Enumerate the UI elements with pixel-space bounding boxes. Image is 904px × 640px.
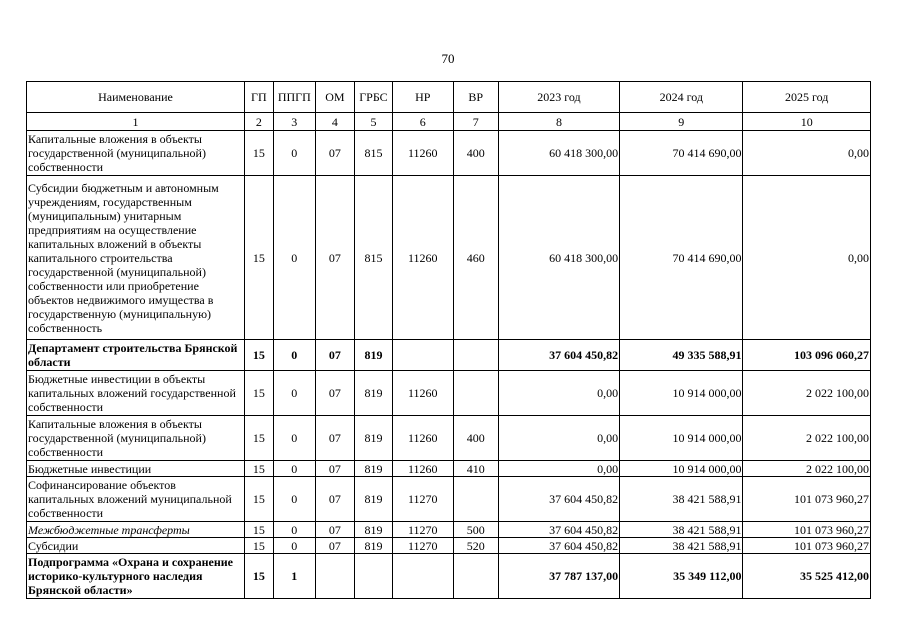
column-number: 7 — [453, 113, 498, 131]
amount-2024: 38 421 588,91 — [620, 477, 743, 522]
om-cell: 07 — [315, 461, 354, 477]
table-row — [27, 461, 871, 477]
amount-2023: 37 787 137,00 — [498, 554, 619, 599]
gp-cell: 15 — [244, 538, 273, 554]
amount-2023: 37 604 450,82 — [498, 522, 619, 538]
amount-2025: 101 073 960,27 — [743, 477, 871, 522]
amount-2025: 101 073 960,27 — [743, 522, 871, 538]
header-row — [27, 82, 871, 113]
amount-2023: 37 604 450,82 — [498, 538, 619, 554]
nr-cell: 11270 — [392, 538, 453, 554]
gp-cell: 15 — [244, 131, 273, 176]
amount-2023: 37 604 450,82 — [498, 340, 619, 371]
column-number: 5 — [354, 113, 392, 131]
amount-2025: 0,00 — [743, 131, 871, 176]
amount-2023: 0,00 — [498, 461, 619, 477]
om-cell: 07 — [315, 416, 354, 461]
table-row — [27, 340, 871, 371]
column-number: 1 — [27, 113, 245, 131]
row-name: Подпрограмма «Охрана и сохранение историко-культурного наследия Брянской области» — [27, 554, 245, 599]
ppgp-cell: 0 — [273, 340, 315, 371]
amount-2025: 0,00 — [743, 176, 871, 340]
header-cell: ГРБС — [354, 82, 392, 113]
grbs-cell: 815 — [354, 131, 392, 176]
grbs-cell: 819 — [354, 461, 392, 477]
gp-cell: 15 — [244, 461, 273, 477]
column-number: 8 — [498, 113, 619, 131]
header-cell: ВР — [453, 82, 498, 113]
row-name: Межбюджетные трансферты — [27, 522, 245, 538]
amount-2024: 10 914 000,00 — [620, 371, 743, 416]
header-cell: ОМ — [315, 82, 354, 113]
vr-cell: 520 — [453, 538, 498, 554]
header-cell: 2023 год — [498, 82, 619, 113]
amount-2023: 37 604 450,82 — [498, 477, 619, 522]
row-name: Капитальные вложения в объекты государственной (муниципальной) собственности — [27, 131, 245, 176]
header-cell: НР — [392, 82, 453, 113]
ppgp-cell: 0 — [273, 522, 315, 538]
gp-cell: 15 — [244, 522, 273, 538]
amount-2023: 0,00 — [498, 416, 619, 461]
nr-cell: 11270 — [392, 522, 453, 538]
om-cell: 07 — [315, 131, 354, 176]
nr-cell — [392, 554, 453, 599]
amount-2025: 2 022 100,00 — [743, 461, 871, 477]
column-number-row — [27, 113, 871, 131]
vr-cell: 400 — [453, 416, 498, 461]
header-cell: 2025 год — [743, 82, 871, 113]
grbs-cell: 819 — [354, 522, 392, 538]
budget-table — [26, 81, 871, 599]
grbs-cell: 815 — [354, 176, 392, 340]
ppgp-cell: 0 — [273, 371, 315, 416]
grbs-cell: 819 — [354, 340, 392, 371]
gp-cell: 15 — [244, 371, 273, 416]
nr-cell — [392, 340, 453, 371]
column-number: 2 — [244, 113, 273, 131]
amount-2025: 103 096 060,27 — [743, 340, 871, 371]
amount-2024: 70 414 690,00 — [620, 176, 743, 340]
amount-2025: 2 022 100,00 — [743, 416, 871, 461]
ppgp-cell: 0 — [273, 416, 315, 461]
table-row — [27, 554, 871, 599]
vr-cell: 400 — [453, 131, 498, 176]
amount-2025: 35 525 412,00 — [743, 554, 871, 599]
table-row — [27, 522, 871, 538]
nr-cell: 11260 — [392, 416, 453, 461]
table-row — [27, 131, 871, 176]
table-row — [27, 477, 871, 522]
column-number: 3 — [273, 113, 315, 131]
ppgp-cell: 0 — [273, 461, 315, 477]
amount-2024: 10 914 000,00 — [620, 461, 743, 477]
column-number: 10 — [743, 113, 871, 131]
grbs-cell: 819 — [354, 416, 392, 461]
amount-2025: 2 022 100,00 — [743, 371, 871, 416]
nr-cell: 11260 — [392, 176, 453, 340]
ppgp-cell: 0 — [273, 538, 315, 554]
nr-cell: 11260 — [392, 371, 453, 416]
vr-cell: 500 — [453, 522, 498, 538]
ppgp-cell: 0 — [273, 176, 315, 340]
gp-cell: 15 — [244, 416, 273, 461]
table-row — [27, 538, 871, 554]
ppgp-cell: 0 — [273, 131, 315, 176]
vr-cell — [453, 371, 498, 416]
vr-cell — [453, 477, 498, 522]
row-name: Департамент строительства Брянской области — [27, 340, 245, 371]
ppgp-cell: 0 — [273, 477, 315, 522]
row-name: Капитальные вложения в объекты государственной (муниципальной) собственности — [27, 416, 245, 461]
row-name: Субсидии — [27, 538, 245, 554]
om-cell: 07 — [315, 538, 354, 554]
amount-2024: 35 349 112,00 — [620, 554, 743, 599]
om-cell — [315, 554, 354, 599]
nr-cell: 11260 — [392, 461, 453, 477]
amount-2024: 10 914 000,00 — [620, 416, 743, 461]
vr-cell: 410 — [453, 461, 498, 477]
column-number: 9 — [620, 113, 743, 131]
om-cell: 07 — [315, 371, 354, 416]
nr-cell: 11260 — [392, 131, 453, 176]
om-cell: 07 — [315, 522, 354, 538]
grbs-cell: 819 — [354, 538, 392, 554]
row-name: Субсидии бюджетным и автономным учреждениям, государственным (муниципальным) унитарным предприятиям на осуществление капитальных вложений в объекты капитального строительства государственной (муниципальной) собственности или приобретение объектов недвижимого имущества в государственную (муниципальную) собственность — [27, 176, 245, 340]
row-name: Бюджетные инвестиции — [27, 461, 245, 477]
amount-2025: 101 073 960,27 — [743, 538, 871, 554]
vr-cell — [453, 340, 498, 371]
vr-cell: 460 — [453, 176, 498, 340]
grbs-cell — [354, 554, 392, 599]
column-number: 4 — [315, 113, 354, 131]
om-cell: 07 — [315, 176, 354, 340]
gp-cell: 15 — [244, 176, 273, 340]
amount-2024: 38 421 588,91 — [620, 538, 743, 554]
row-name: Бюджетные инвестиции в объекты капитальных вложений государственной собственности — [27, 371, 245, 416]
nr-cell: 11270 — [392, 477, 453, 522]
amount-2024: 38 421 588,91 — [620, 522, 743, 538]
header-cell: 2024 год — [620, 82, 743, 113]
vr-cell — [453, 554, 498, 599]
grbs-cell: 819 — [354, 371, 392, 416]
om-cell: 07 — [315, 340, 354, 371]
amount-2023: 60 418 300,00 — [498, 131, 619, 176]
om-cell: 07 — [315, 477, 354, 522]
page-number: 70 — [441, 51, 455, 66]
column-number: 6 — [392, 113, 453, 131]
gp-cell: 15 — [244, 340, 273, 371]
header-cell: ГП — [244, 82, 273, 113]
gp-cell: 15 — [244, 477, 273, 522]
table-row — [27, 371, 871, 416]
gp-cell: 15 — [244, 554, 273, 599]
table-row — [27, 176, 871, 340]
grbs-cell: 819 — [354, 477, 392, 522]
ppgp-cell: 1 — [273, 554, 315, 599]
table-row — [27, 416, 871, 461]
amount-2023: 60 418 300,00 — [498, 176, 619, 340]
header-cell: Наименование — [27, 82, 245, 113]
amount-2023: 0,00 — [498, 371, 619, 416]
row-name: Софинансирование объектов капитальных вложений муниципальной собственности — [27, 477, 245, 522]
amount-2024: 49 335 588,91 — [620, 340, 743, 371]
header-cell: ППГП — [273, 82, 315, 113]
amount-2024: 70 414 690,00 — [620, 131, 743, 176]
